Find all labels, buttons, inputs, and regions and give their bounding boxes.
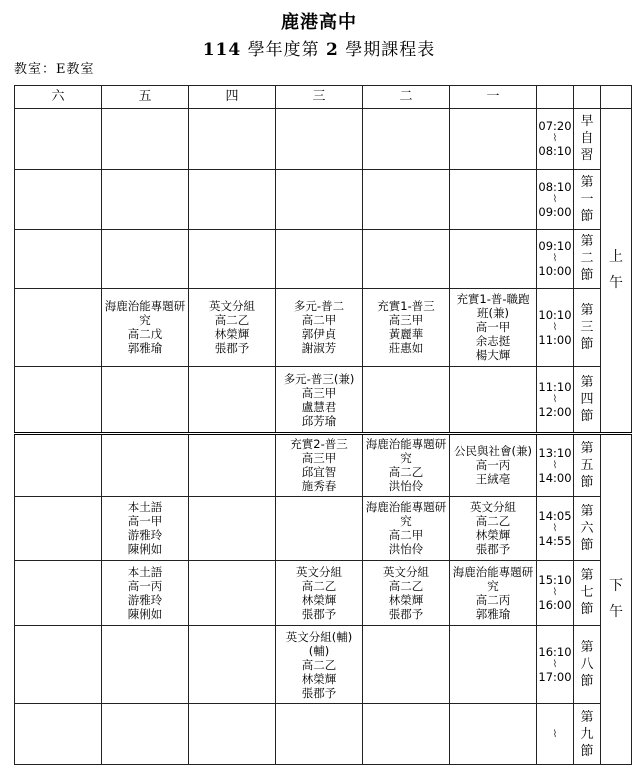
- class-info: [102, 500, 188, 556]
- period-name: 第三節: [580, 302, 594, 352]
- class-line: 林榮輝: [475, 528, 511, 543]
- class-cell: [450, 109, 537, 170]
- time-cell: [537, 367, 574, 434]
- class-cell: [450, 561, 537, 626]
- period-row: [15, 288, 632, 367]
- class-line: 張郡予: [388, 606, 424, 621]
- class-info: [276, 565, 362, 621]
- morning-label-cell: [601, 109, 632, 434]
- class-line: 高一甲: [127, 514, 163, 529]
- class-cell: [102, 230, 189, 289]
- period-row: [15, 230, 632, 289]
- class-cell: [276, 561, 363, 626]
- class-cell: [15, 367, 102, 434]
- class-line: 高二丙: [475, 592, 511, 607]
- class-cell: [450, 230, 537, 289]
- day-header-row: [15, 86, 632, 109]
- class-cell: [450, 496, 537, 561]
- class-cell: [363, 109, 450, 170]
- class-info: [276, 630, 362, 700]
- class-line: 高一丙: [127, 578, 163, 593]
- start-time: 11:10: [538, 380, 572, 395]
- class-line: 海鹿治能專題研究: [452, 564, 534, 593]
- class-line: 高二乙: [301, 578, 337, 593]
- period-name-cell: [574, 625, 601, 704]
- period-row: [15, 625, 632, 704]
- period-name: 第九節: [580, 709, 594, 759]
- class-cell: [363, 625, 450, 704]
- class-cell: [189, 704, 276, 765]
- class-cell: [276, 109, 363, 170]
- class-cell: [102, 561, 189, 626]
- time-range-separator: ⌇: [552, 394, 558, 406]
- period-name: 第四節: [580, 375, 594, 425]
- class-info: [450, 565, 536, 621]
- period-row: [15, 367, 632, 434]
- class-cell: [276, 704, 363, 765]
- term-number: 2: [326, 40, 339, 60]
- time-range-separator: ⌇: [552, 193, 558, 205]
- class-line: 洪怡伶: [388, 479, 424, 494]
- class-line: 英文分組(輔)(輔): [285, 629, 353, 658]
- start-time: 10:10: [538, 307, 572, 322]
- class-info: [363, 299, 449, 355]
- class-cell: [450, 433, 537, 496]
- time-cell: [537, 433, 574, 496]
- class-line: 邱宜智: [301, 465, 337, 480]
- class-cell: [102, 625, 189, 704]
- end-time: 14:00: [538, 470, 572, 485]
- time-cell: [537, 704, 574, 765]
- day-header: 二: [363, 86, 450, 109]
- class-line: 陳俐如: [127, 542, 163, 557]
- day-header: 六: [15, 86, 102, 109]
- time-cell: [537, 561, 574, 626]
- class-cell: [189, 561, 276, 626]
- class-line: 海鹿治能專題研究: [104, 299, 186, 328]
- class-cell: [363, 169, 450, 230]
- period-name-cell: [574, 433, 601, 496]
- class-cell: [276, 496, 363, 561]
- start-time: 13:10: [538, 445, 572, 460]
- morning-label: 上午: [609, 249, 623, 292]
- school-name: 鹿港高中: [281, 12, 357, 33]
- class-line: 高一丙: [475, 458, 511, 473]
- start-time: 08:10: [538, 179, 572, 194]
- class-cell: [15, 288, 102, 367]
- class-info: [450, 500, 536, 556]
- class-cell: [363, 433, 450, 496]
- period-name-cell: [574, 704, 601, 765]
- class-cell: [189, 433, 276, 496]
- class-cell: [363, 288, 450, 367]
- class-line: 盧慧君: [301, 399, 337, 414]
- class-info: [450, 292, 536, 362]
- class-cell: [363, 561, 450, 626]
- class-cell: [15, 109, 102, 170]
- class-line: 本土語: [127, 564, 163, 579]
- class-line: 高二甲: [388, 528, 424, 543]
- class-cell: [189, 109, 276, 170]
- day-header: 五: [102, 86, 189, 109]
- year-suffix: 學年度第: [241, 40, 327, 60]
- class-cell: [189, 169, 276, 230]
- time-range-separator: ⌇: [552, 321, 558, 333]
- timetable: [14, 85, 632, 765]
- class-cell: [363, 367, 450, 434]
- class-line: 謝淑芳: [301, 341, 337, 356]
- period-name-cell: [574, 288, 601, 367]
- class-line: 郭伊貞: [301, 327, 337, 342]
- period-name-cell: [574, 367, 601, 434]
- period-row: [15, 704, 632, 765]
- class-line: 張郡予: [475, 542, 511, 557]
- class-info: [276, 299, 362, 355]
- day-header: 四: [189, 86, 276, 109]
- class-cell: [189, 230, 276, 289]
- period-name-cell: [574, 496, 601, 561]
- end-time: 09:00: [538, 204, 572, 219]
- class-line: 高三甲: [388, 313, 424, 328]
- time-cell: [537, 230, 574, 289]
- time-range-separator: ⌇: [552, 728, 558, 740]
- end-time: 16:00: [538, 598, 572, 613]
- class-line: 莊惠如: [388, 341, 424, 356]
- class-line: 高二乙: [388, 465, 424, 480]
- class-cell: [102, 169, 189, 230]
- time-range-separator: ⌇: [552, 587, 558, 599]
- class-line: 張郡予: [214, 341, 250, 356]
- class-line: 高二乙: [301, 657, 337, 672]
- class-line: 充實2-普三: [290, 437, 348, 452]
- class-cell: [450, 367, 537, 434]
- class-line: 余志挺: [475, 334, 511, 349]
- period-name-cell: [574, 561, 601, 626]
- start-time: 09:10: [538, 239, 572, 254]
- time-range-separator: ⌇: [552, 459, 558, 471]
- start-time: 14:05: [538, 508, 572, 523]
- class-line: 海鹿治能專題研究: [365, 500, 447, 529]
- period-name: 第一節: [580, 174, 594, 224]
- time-cell: [537, 169, 574, 230]
- end-time: 14:55: [538, 533, 572, 548]
- class-cell: [276, 433, 363, 496]
- time-cell: [537, 288, 574, 367]
- class-cell: [276, 230, 363, 289]
- class-line: 英文分組: [383, 564, 429, 579]
- class-info: [363, 500, 449, 556]
- schedule-title: [0, 35, 638, 60]
- class-line: 林榮輝: [301, 592, 337, 607]
- end-time: 17:00: [538, 670, 572, 685]
- class-cell: [102, 704, 189, 765]
- class-line: 陳俐如: [127, 606, 163, 621]
- period-name: 早自習: [580, 114, 594, 164]
- class-cell: [102, 109, 189, 170]
- class-line: 高二乙: [475, 514, 511, 529]
- class-cell: [363, 704, 450, 765]
- class-cell: [102, 288, 189, 367]
- day-header: 三: [276, 86, 363, 109]
- class-line: 本土語: [127, 500, 163, 515]
- class-line: 高二甲: [301, 313, 337, 328]
- period-name: 第七節: [580, 568, 594, 618]
- class-info: [276, 437, 362, 493]
- term-suffix: 學期課程表: [338, 40, 436, 60]
- half-header: [601, 86, 632, 109]
- period-row: [15, 433, 632, 496]
- class-cell: [276, 625, 363, 704]
- afternoon-label: 下午: [609, 578, 623, 621]
- class-cell: [363, 496, 450, 561]
- class-cell: [15, 433, 102, 496]
- class-line: 邱芳瑜: [301, 413, 337, 428]
- classroom-label: 教室：E教室: [14, 62, 95, 77]
- time-cell: [537, 625, 574, 704]
- period-row: [15, 169, 632, 230]
- class-cell: [15, 496, 102, 561]
- class-cell: [450, 704, 537, 765]
- class-line: 多元-普二: [293, 299, 345, 314]
- period-name: 第五節: [580, 440, 594, 490]
- class-cell: [189, 288, 276, 367]
- period-name: 第二節: [580, 234, 594, 284]
- period-row: [15, 109, 632, 170]
- class-line: 英文分組: [470, 500, 516, 515]
- class-info: [450, 444, 536, 486]
- end-time: 11:00: [538, 332, 572, 347]
- class-line: 林榮輝: [388, 592, 424, 607]
- time-range-separator: ⌇: [552, 522, 558, 534]
- class-line: 充實1-普-職跑班(兼): [456, 292, 530, 321]
- class-info: [189, 299, 275, 355]
- class-cell: [15, 625, 102, 704]
- class-line: 洪怡伶: [388, 542, 424, 557]
- class-cell: [15, 230, 102, 289]
- class-line: 高二乙: [214, 313, 250, 328]
- class-cell: [363, 230, 450, 289]
- class-line: 張郡予: [301, 685, 337, 700]
- class-line: 楊大輝: [475, 348, 511, 363]
- class-line: 游雅玲: [127, 528, 163, 543]
- period-row: [15, 496, 632, 561]
- period-name-cell: [574, 169, 601, 230]
- start-time: 16:10: [538, 645, 572, 660]
- class-line: 高二戊: [127, 327, 163, 342]
- academic-year: 114: [202, 40, 242, 60]
- class-cell: [450, 625, 537, 704]
- period-header: [574, 86, 601, 109]
- class-info: [276, 372, 362, 428]
- class-info: [102, 565, 188, 621]
- class-cell: [102, 496, 189, 561]
- class-cell: [276, 288, 363, 367]
- class-line: 高三甲: [301, 451, 337, 466]
- class-line: 公民與社會(兼): [454, 444, 532, 459]
- class-line: 張郡予: [301, 606, 337, 621]
- class-line: 英文分組: [296, 564, 342, 579]
- class-line: 高一甲: [475, 320, 511, 335]
- period-name-cell: [574, 109, 601, 170]
- time-range-separator: ⌇: [552, 133, 558, 145]
- start-time: 07:20: [538, 119, 572, 134]
- period-name: 第六節: [580, 503, 594, 553]
- end-time: 10:00: [538, 264, 572, 279]
- class-cell: [189, 625, 276, 704]
- class-cell: [15, 704, 102, 765]
- class-cell: [189, 496, 276, 561]
- class-line: 多元-普三(兼): [283, 371, 355, 386]
- class-line: 郭雅瑜: [475, 606, 511, 621]
- class-info: [363, 565, 449, 621]
- class-info: [102, 299, 188, 355]
- class-info: [363, 437, 449, 493]
- class-cell: [15, 169, 102, 230]
- class-line: 英文分組: [209, 299, 255, 314]
- time-cell: [537, 496, 574, 561]
- end-time: 12:00: [538, 405, 572, 420]
- class-line: 林榮輝: [214, 327, 250, 342]
- period-name: 第八節: [580, 640, 594, 690]
- class-line: 海鹿治能專題研究: [365, 437, 447, 466]
- class-line: 施秀春: [301, 479, 337, 494]
- time-header: [537, 86, 574, 109]
- class-cell: [276, 169, 363, 230]
- class-line: 高三甲: [301, 385, 337, 400]
- class-cell: [189, 367, 276, 434]
- class-cell: [102, 433, 189, 496]
- end-time: 08:10: [538, 144, 572, 159]
- class-line: 充實1-普三: [377, 299, 435, 314]
- class-line: 高二乙: [388, 578, 424, 593]
- class-cell: [102, 367, 189, 434]
- period-row: [15, 561, 632, 626]
- time-cell: [537, 109, 574, 170]
- time-range-separator: ⌇: [552, 253, 558, 265]
- class-cell: [450, 288, 537, 367]
- class-cell: [450, 169, 537, 230]
- class-cell: [15, 561, 102, 626]
- class-line: 黃麗華: [388, 327, 424, 342]
- start-time: 15:10: [538, 573, 572, 588]
- class-cell: [276, 367, 363, 434]
- afternoon-label-cell: [601, 433, 632, 764]
- class-line: 王絨亳: [475, 472, 511, 487]
- period-name-cell: [574, 230, 601, 289]
- day-header: 一: [450, 86, 537, 109]
- time-range-separator: ⌇: [552, 659, 558, 671]
- class-line: 游雅玲: [127, 592, 163, 607]
- class-line: 林榮輝: [301, 671, 337, 686]
- class-line: 郭雅瑜: [127, 341, 163, 356]
